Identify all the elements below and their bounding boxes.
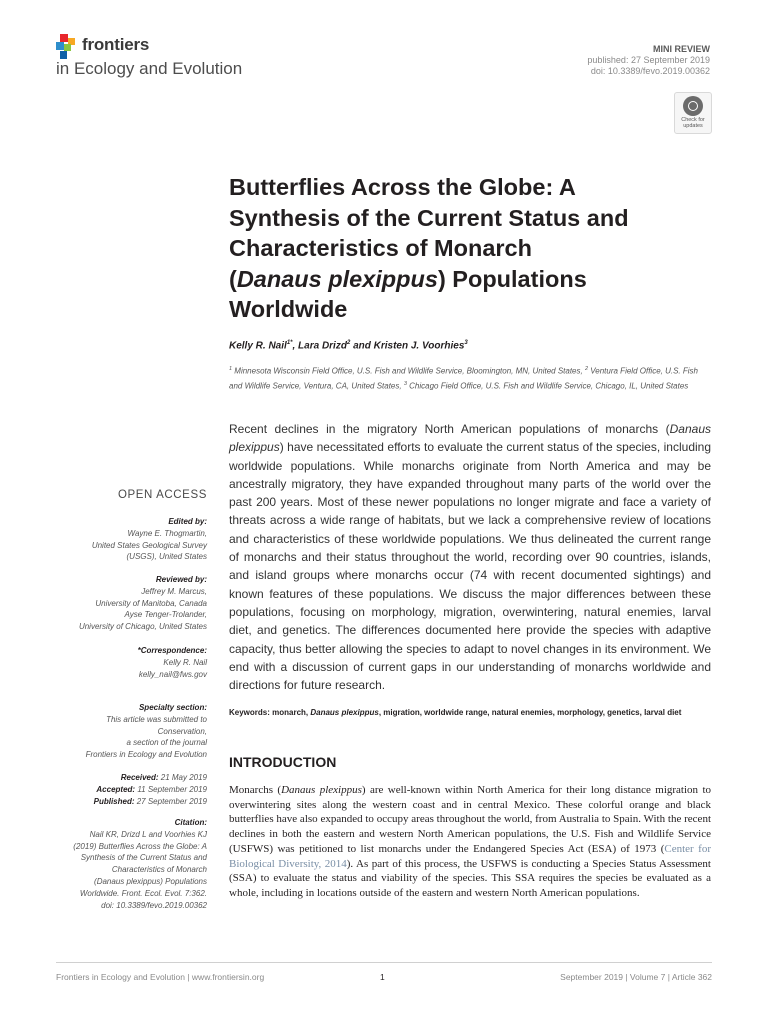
correspondence-block: *Correspondence: Kelly R. Nail kelly_nail@fws.gov <box>48 645 207 680</box>
title-line-3: Characteristics of Monarch <box>229 235 532 261</box>
article-title <box>229 172 699 325</box>
journal-name: in Ecology and Evolution <box>56 59 243 78</box>
title-line-4: (Danaus plexippus) Populations <box>229 265 587 292</box>
check-for-updates-button[interactable] <box>674 92 712 134</box>
section-heading-introduction: INTRODUCTION <box>229 754 337 770</box>
correspondence-email[interactable]: kelly_nail@fws.gov <box>138 669 207 679</box>
species-name: Danaus plexippus <box>236 265 438 292</box>
journal-logo[interactable] <box>56 32 296 82</box>
keywords: Keywords: monarch, Danaus plexippus, migration, worldwide range, natural enemies, morphology, genetics, larval diet <box>229 708 682 717</box>
article-doi[interactable]: doi: 10.3389/fevo.2019.00362 <box>590 66 710 76</box>
citation-link[interactable]: Center for Biological Diversity, 2014 <box>229 842 711 870</box>
title-line-1: Butterflies Across the Globe: A <box>229 174 576 200</box>
reviewer-1-name[interactable]: Jeffrey M. Marcus, <box>141 586 207 596</box>
footer-issue-info: September 2019 | Volume 7 | Article 362 <box>560 972 712 982</box>
editor-name[interactable]: Wayne E. Thogmartin, <box>127 528 207 538</box>
keywords-label: Keywords: <box>229 708 270 717</box>
badge-line-1: Check for <box>681 117 705 123</box>
frontiers-logo-icon <box>56 34 78 60</box>
article-type: MINI REVIEW <box>652 44 710 54</box>
footer-divider <box>56 962 712 963</box>
citation-doi[interactable]: doi: 10.3389/fevo.2019.00362 <box>101 900 207 910</box>
author-2[interactable]: , Lara Drizd <box>292 340 347 352</box>
title-line-5: Worldwide <box>229 296 348 322</box>
brand-name: frontiers <box>82 35 150 54</box>
reviewer-2-name[interactable]: Ayse Tenger-Trolander, <box>124 610 207 620</box>
author-3[interactable]: and Kristen J. Voorhies <box>350 340 465 352</box>
reviewed-by-block: Reviewed by: Jeffrey M. Marcus, University of Manitoba, Canada Ayse Tenger-Trolander, University of Chicago, United States <box>48 574 207 633</box>
citation-block: Citation: Nail KR, Drizd L and Voorhies KJ (2019) Butterflies Across the Globe: A Synthesis of the Current Status and Characteristics of Monarch (Danaus plexippus) Populations Worldwide. Front. Ecol. Evol. 7:362. doi: 10.3389/fevo.2019.00362 <box>48 817 207 911</box>
page-number: 1 <box>380 972 385 982</box>
title-line-2: Synthesis of the Current Status and <box>229 204 629 231</box>
check-updates-icon <box>683 96 703 116</box>
dates-block: Received: 21 May 2019 Accepted: 11 September 2019 Published: 27 September 2019 <box>93 773 207 806</box>
published-date: published: 27 September 2019 <box>587 55 710 65</box>
author-1[interactable]: Kelly R. Nail <box>229 340 287 352</box>
abstract: Recent declines in the migratory North American populations of monarchs (Danaus plexippus) have necessitated efforts to evaluate the current status of the species, including worldwide populations. While monarchs originate from North America and may be ancestrally migratory, they have expanded throughout many parts of the world over the past 200 years. Most of these newer populations no longer migrate and face a variety of threats across a wide range of habitats, but we lack a comprehensive review of locations and characteristics of these worldwide populations. We thus delineated the current range of monarchs and their status throughout the world, recording over 90 countries, islands, and island groups where monarchs occur (74 with recent documented sightings) and known features of these populations. We discuss the major differences between these populations, focusing on morphology, migration, overwintering, natural enemies, larval diet, and genetics. The differences documented here provide the species with adaptive capacity, thus better allowing the species to adapt to novel changes in its environment. We end with a discussion of current gaps in our understanding of monarchs worldwide and directions for future research. <box>229 422 711 693</box>
article-meta <box>587 44 710 77</box>
footer-journal-link[interactable]: Frontiers in Ecology and Evolution | www.frontiersin.org <box>56 972 265 982</box>
edited-by-block: Edited by: Wayne E. Thogmartin, United States Geological Survey (USGS), United States <box>48 516 207 563</box>
author-list: Kelly R. Nail$^{1*}$, Lara Drizd$^2$ and Kristen J. Voorhies$^3$ <box>229 340 468 352</box>
affiliations: $^1$ Minnesota Wisconsin Field Office, U.S. Fish and Wildlife Service, Bloomington, MN, United States, $^2$ Ventura Field Office, U.S. Fish and Wildlife Service, Ventura, CA, United States, $^3$ Chicago Field Office, U.S. Fish and Wildlife Service, Chicago, IL, United States <box>229 366 698 391</box>
introduction-paragraph: Monarchs (Danaus plexippus) are well-known within North America for their long distance migration to overwintering sites along the western coast and in central Mexico. These colorful orange and black butterflies have also expanded to occupy areas throughout the world, from Australia to Spain. With the recent declines in both the eastern and western North American populations, the U.S. Fish and Wildlife Service (USFWS) was petitioned to list monarchs under the Endangered Species Act (ESA) of 1973 (Center for Biological Diversity, 2014). As part of this process, the USFWS is conducting a Species Status Assessment (SSA) to evaluate the status and viability of the species. This SSA requires the species be evaluated as a whole, including in locations outside of the eastern and western North American populations. <box>229 784 712 899</box>
badge-line-2: updates <box>683 123 703 129</box>
open-access-label: OPEN ACCESS <box>117 489 207 501</box>
specialty-section-block: Specialty section: This article was submitted to Conservation, a section of the journal Frontiers in Ecology and Evolution <box>85 703 207 760</box>
